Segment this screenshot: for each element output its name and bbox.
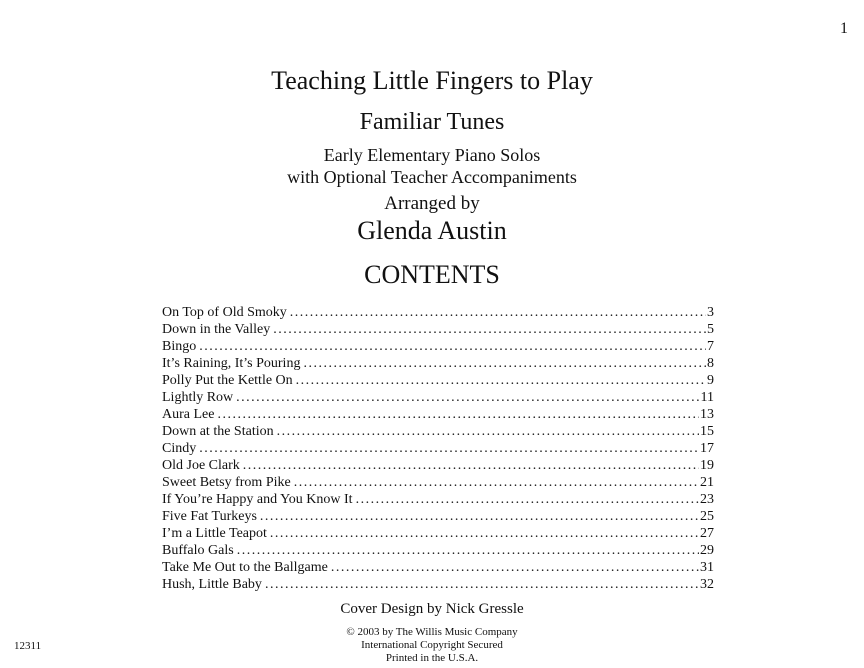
arranger-name: Glenda Austin — [357, 216, 507, 245]
toc-entry — [162, 389, 714, 406]
arranged-by-label: Arranged by — [384, 193, 480, 214]
toc-entry — [162, 542, 714, 559]
toc-dot-leader — [273, 321, 706, 338]
toc-entry-title: Five Fat Turkeys — [162, 509, 257, 524]
toc-dot-leader — [236, 389, 699, 406]
description-line-2: with Optional Teacher Accompaniments — [287, 167, 577, 187]
book-title: Teaching Little Fingers to Play — [271, 66, 593, 95]
toc-entry-page: 11 — [700, 390, 714, 405]
toc-entry — [162, 321, 714, 338]
toc-dot-leader — [237, 542, 699, 559]
toc-entry-title: Down at the Station — [162, 424, 274, 439]
toc-entry-page: 32 — [700, 577, 714, 592]
toc-entry-page: 23 — [700, 492, 714, 507]
toc-dot-leader — [331, 559, 699, 576]
toc-entry — [162, 440, 714, 457]
toc-dot-leader — [356, 491, 699, 508]
toc-dot-leader — [199, 338, 706, 355]
toc-entry-title: Lightly Row — [162, 390, 234, 405]
book-subtitle: Familiar Tunes — [359, 109, 505, 135]
toc-entry-title: Take Me Out to the Ballgame — [162, 560, 328, 575]
toc-entry-title: Polly Put the Kettle On — [162, 373, 293, 388]
toc-dot-leader — [217, 406, 699, 423]
toc-entry-page: 3 — [707, 305, 714, 320]
catalog-number: 12311 — [14, 640, 42, 652]
toc-dot-leader — [290, 304, 706, 321]
toc-entry-page: 21 — [700, 475, 714, 490]
toc-entry — [162, 525, 714, 542]
toc-entry — [162, 474, 714, 491]
toc-dot-leader — [265, 576, 699, 593]
toc-entry — [162, 457, 714, 474]
printed-in: Printed in the U.S.A. — [385, 652, 479, 664]
copyright-secured: International Copyright Secured — [361, 639, 503, 651]
toc-entry — [162, 304, 714, 321]
toc-entry — [162, 372, 714, 389]
toc-dot-leader — [260, 508, 699, 525]
toc-dot-leader — [303, 355, 706, 372]
cover-design-credit: Cover Design by Nick Gressle — [340, 601, 524, 617]
toc-entry — [162, 559, 714, 576]
toc-entry-page: 15 — [700, 424, 714, 439]
toc-entry — [162, 576, 714, 593]
toc-dot-leader — [199, 440, 699, 457]
toc-entry-title: Down in the Valley — [162, 322, 271, 337]
toc-entry — [162, 491, 714, 508]
toc-entry-title: Old Joe Clark — [162, 458, 240, 473]
toc-entry-title: Aura Lee — [162, 407, 215, 422]
toc-entry — [162, 338, 714, 355]
toc-entry-title: Cindy — [162, 441, 197, 456]
toc-entry-page: 8 — [707, 356, 714, 371]
toc-entry — [162, 406, 714, 423]
toc-dot-leader — [270, 525, 699, 542]
description-line-1: Early Elementary Piano Solos — [323, 145, 541, 165]
toc-entry-page: 7 — [707, 339, 714, 354]
toc-entry-page: 31 — [700, 560, 714, 575]
toc-entry-page: 17 — [700, 441, 714, 456]
toc-entry-page: 25 — [700, 509, 714, 524]
contents-heading: CONTENTS — [364, 260, 500, 289]
toc-entry-title: On Top of Old Smoky — [162, 305, 287, 320]
toc-entry-page: 9 — [707, 373, 714, 388]
toc-entry-title: Buffalo Gals — [162, 543, 234, 558]
toc-dot-leader — [296, 372, 706, 389]
toc-entry-title: It’s Raining, It’s Pouring — [162, 356, 301, 371]
toc-entry-title: If You’re Happy and You Know It — [162, 492, 353, 507]
copyright-notice: © 2003 by The Willis Music Company — [346, 626, 518, 638]
toc-entry-page: 29 — [700, 543, 714, 558]
toc-entry-title: Bingo — [162, 339, 197, 354]
toc-entry-title: Sweet Betsy from Pike — [162, 475, 291, 490]
toc-entry-page: 19 — [700, 458, 714, 473]
toc-entry — [162, 508, 714, 525]
toc-dot-leader — [243, 457, 699, 474]
toc-entry-page: 27 — [700, 526, 714, 541]
toc-dot-leader — [294, 474, 699, 491]
toc-entry-page: 13 — [700, 407, 714, 422]
toc-entry — [162, 355, 714, 372]
page-number: 1 — [840, 20, 848, 37]
table-of-contents — [162, 304, 714, 593]
toc-entry — [162, 423, 714, 440]
toc-dot-leader — [277, 423, 699, 440]
toc-entry-page: 5 — [707, 322, 714, 337]
toc-entry-title: I’m a Little Teapot — [162, 526, 267, 541]
toc-entry-title: Hush, Little Baby — [162, 577, 262, 592]
